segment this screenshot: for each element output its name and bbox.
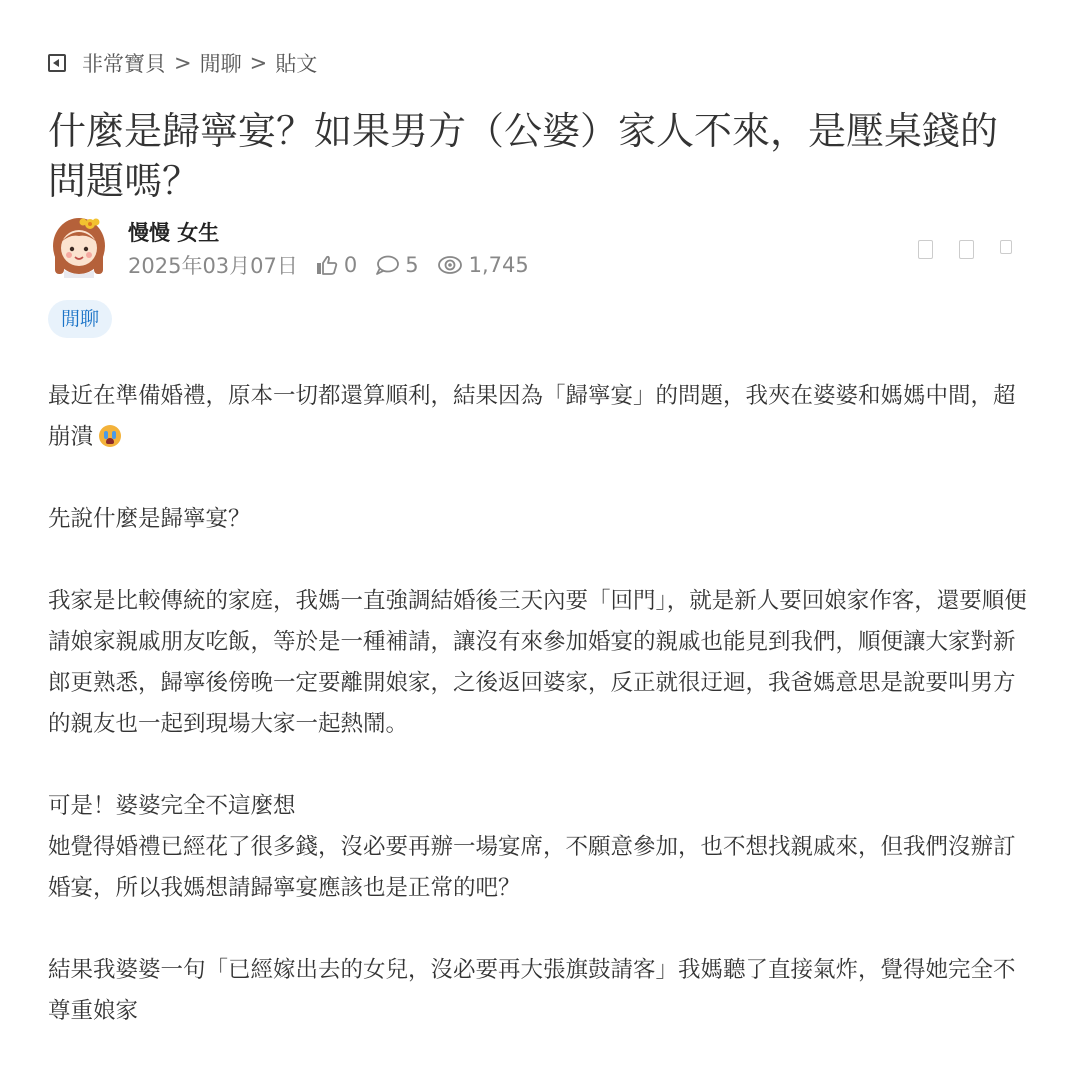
post-date: 2025年03月07日 xyxy=(128,254,298,278)
share-icon[interactable] xyxy=(959,240,974,259)
comment-stat[interactable] xyxy=(375,253,418,277)
more-icon[interactable] xyxy=(1000,240,1012,254)
paragraph: 我家是比較傳統的家庭，我媽一直強調結婚後三天內要「回門」，就是新人要回娘家作客，還要順便請娘家親戚朋友吃飯，等於是一種補請，讓沒有來參加婚宴的親戚也能見到我們，順便讓大家對新郎更熟悉，歸寧後傍晚一定要離開娘家，之後返回婆家，反正就很迂迴，我爸媽意思是說要叫男方的親友也一起到現場大家一起熱鬧。 xyxy=(48,588,1027,737)
comment-icon xyxy=(375,255,399,275)
like-count: 0 xyxy=(343,253,358,277)
paragraph: 她覺得婚禮已經花了很多錢，沒必要再辦一場宴席，不願意參加，也不想找親戚來，但我們沒辦訂婚宴，所以我媽想請歸寧宴應該也是正常的吧？ xyxy=(48,834,1016,901)
post-title: 什麼是歸寧宴？如果男方（公婆）家人不來，是壓桌錢的問題嗎？ xyxy=(48,109,999,203)
comment-count: 5 xyxy=(405,253,419,277)
view-stat xyxy=(437,253,529,277)
author-row xyxy=(48,212,1032,282)
paragraph: 先說什麼是歸寧宴？ xyxy=(48,506,251,532)
post-meta xyxy=(128,250,529,280)
breadcrumb-separator: > xyxy=(249,51,268,75)
bookmark-icon[interactable] xyxy=(918,240,933,259)
breadcrumb xyxy=(48,48,317,78)
breadcrumb-separator: > xyxy=(174,51,192,75)
breadcrumb-item-current: 貼文 xyxy=(275,52,318,76)
breadcrumb-item-board[interactable]: 非常寶貝 xyxy=(82,52,166,76)
paragraph: 最近在準備婚禮，原本一切都還算順利，結果因為「歸寧宴」的問題，我夾在婆婆和媽媽中間，超崩潰 xyxy=(48,383,1016,450)
paragraph: 結果我婆婆一句「已經嫁出去的女兒，沒必要再大張旗鼓請客」我媽聽了直接氣炸，覺得她完全不尊重娘家 xyxy=(48,957,1016,1024)
like-stat[interactable] xyxy=(316,253,357,277)
paragraph: 可是！婆婆完全不這麼想 xyxy=(48,793,296,819)
post-actions xyxy=(892,240,1012,259)
breadcrumb-item-category[interactable]: 閒聊 xyxy=(199,52,242,76)
avatar[interactable] xyxy=(50,212,108,278)
back-icon[interactable] xyxy=(48,54,66,72)
thumbs-up-icon xyxy=(316,255,338,275)
view-count: 1,745 xyxy=(468,253,529,277)
post-body xyxy=(48,376,1032,1073)
author-name[interactable]: 慢慢 女生 xyxy=(128,221,220,245)
loudly-crying-face-icon xyxy=(99,425,121,447)
category-tag[interactable]: 閒聊 xyxy=(48,300,112,338)
eye-icon xyxy=(437,255,463,275)
